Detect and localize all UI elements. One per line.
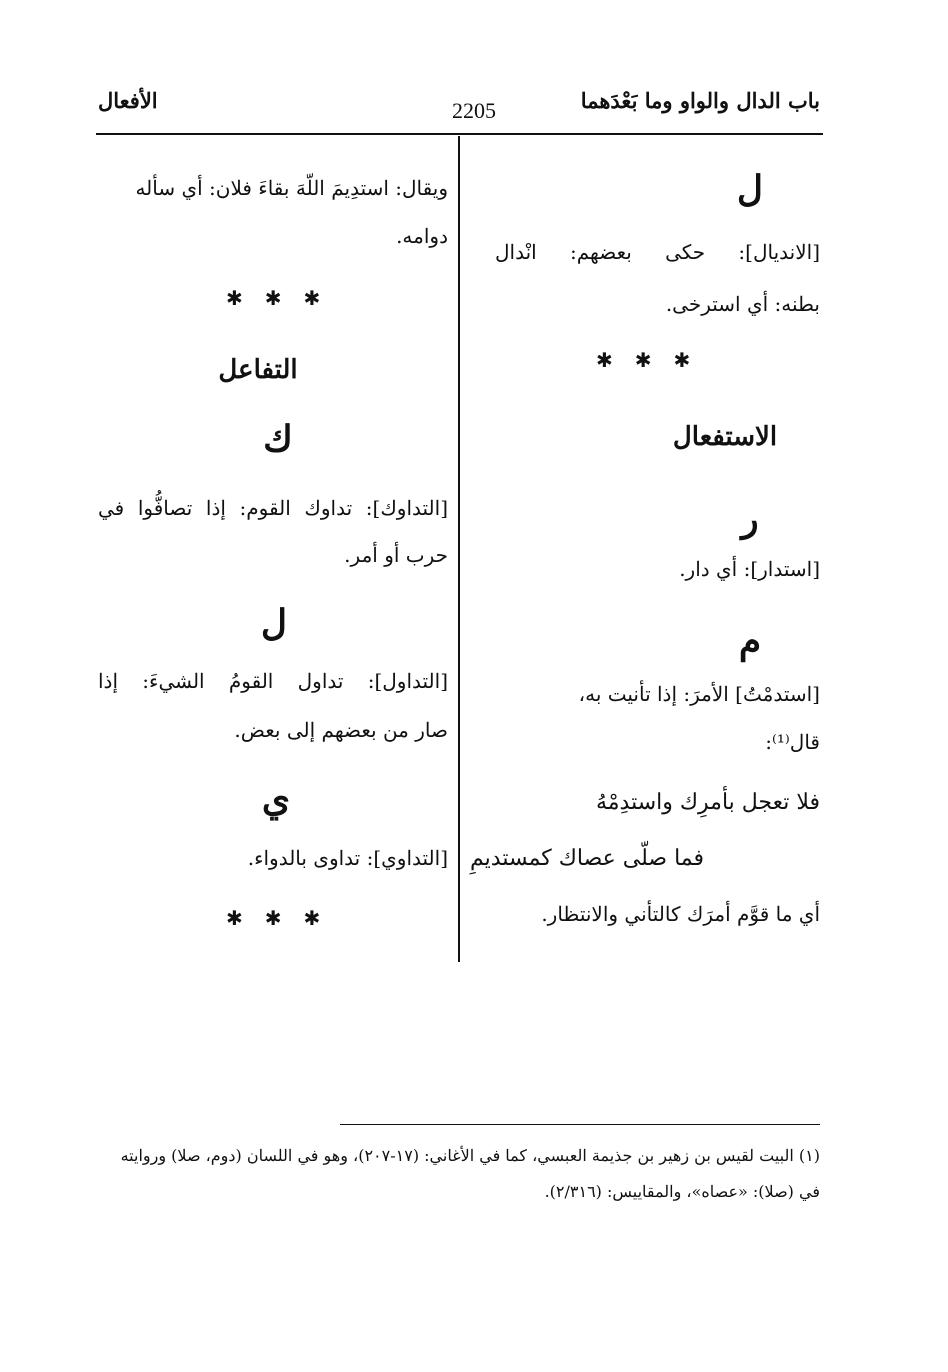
verse-hemistich-2: فما صلّى عصاك كمستديمِ — [470, 846, 705, 871]
section-separator-stars — [596, 348, 690, 372]
column-divider — [458, 136, 460, 962]
entry-andiyal-line2: بطنه: أي استرخى. — [665, 292, 820, 316]
star-icon: ✱ — [303, 286, 321, 310]
page-number: 2205 — [452, 98, 496, 123]
section-heading-istifal: الاستفعال — [672, 422, 778, 452]
star-icon: ✱ — [634, 348, 652, 372]
letter-heading-mim: م — [738, 620, 762, 662]
footnote-rule — [340, 1124, 820, 1125]
star-icon: ✱ — [226, 906, 243, 930]
entry-tadawi: [التداوي]: تداوى بالدواء. — [247, 846, 448, 870]
letter-heading-ya: ي — [261, 778, 291, 820]
letter-heading-ra: ر — [741, 498, 759, 540]
entry-istadmat-line1: [استدمْتُ] الأمرَ: إذا تأنيت به، — [578, 682, 820, 706]
entry-tadawuk-line2: حرب أو أمر. — [344, 543, 448, 567]
star-icon: ✱ — [264, 286, 282, 310]
star-icon: ✱ — [303, 906, 321, 930]
letter-heading-lam: ل — [260, 602, 288, 644]
entry-yuqal-line1: ويقال: استدِيمَ اللّهَ بقاءَ فلان: أي سأله — [135, 176, 448, 200]
entry-yuqal-line2: دوامه. — [396, 224, 448, 248]
verse-hemistich-1: فلا تعجل بأمرِك واستدِمْهُ — [595, 790, 820, 815]
header-rule — [96, 133, 823, 135]
entry-tadawul-line2: صار من بعضهم إلى بعض. — [234, 718, 448, 742]
star-icon: ✱ — [226, 286, 243, 310]
footnote-line2: في (صلا): «عصاه»، والمقاييس: (٢/٣١٦). — [544, 1182, 820, 1201]
entry-istadmat-line2: قال⁽¹⁾: — [765, 730, 820, 754]
letter-heading-lam: ل — [736, 168, 764, 210]
star-icon: ✱ — [673, 348, 691, 372]
star-icon: ✱ — [264, 906, 282, 930]
entry-tadawul-line1: [التداول]: تداول القومُ الشيءَ: إذا — [98, 669, 448, 693]
section-title: الأفعال — [98, 88, 158, 113]
letter-heading-kaf: ك — [263, 418, 293, 460]
star-icon: ✱ — [596, 348, 613, 372]
section-separator-stars — [226, 286, 320, 310]
section-heading-tafaul: التفاعل — [218, 355, 298, 385]
section-separator-stars — [226, 906, 320, 930]
chapter-title: باب الدال والواو وما بَعْدَهما — [580, 88, 820, 113]
entry-tadawuk-line1: [التداوك]: تداوك القوم: إذا تصافُّوا في — [98, 496, 448, 520]
entry-istidar: [استدار]: أي دار. — [679, 557, 820, 581]
entry-explanation: أي ما قوَّم أمرَك كالتأني والانتظار. — [541, 902, 820, 926]
entry-andiyal-line1: [الانديال]: حكى بعضهم: انْدال — [495, 240, 820, 264]
footnote-line1: (١) البيت لقيس بن زهير بن جذيمة العبسي، كما في الأغاني: (١٧-٢٠٧)، وهو في اللسان (دوم، صلا) وروايته — [120, 1146, 820, 1165]
